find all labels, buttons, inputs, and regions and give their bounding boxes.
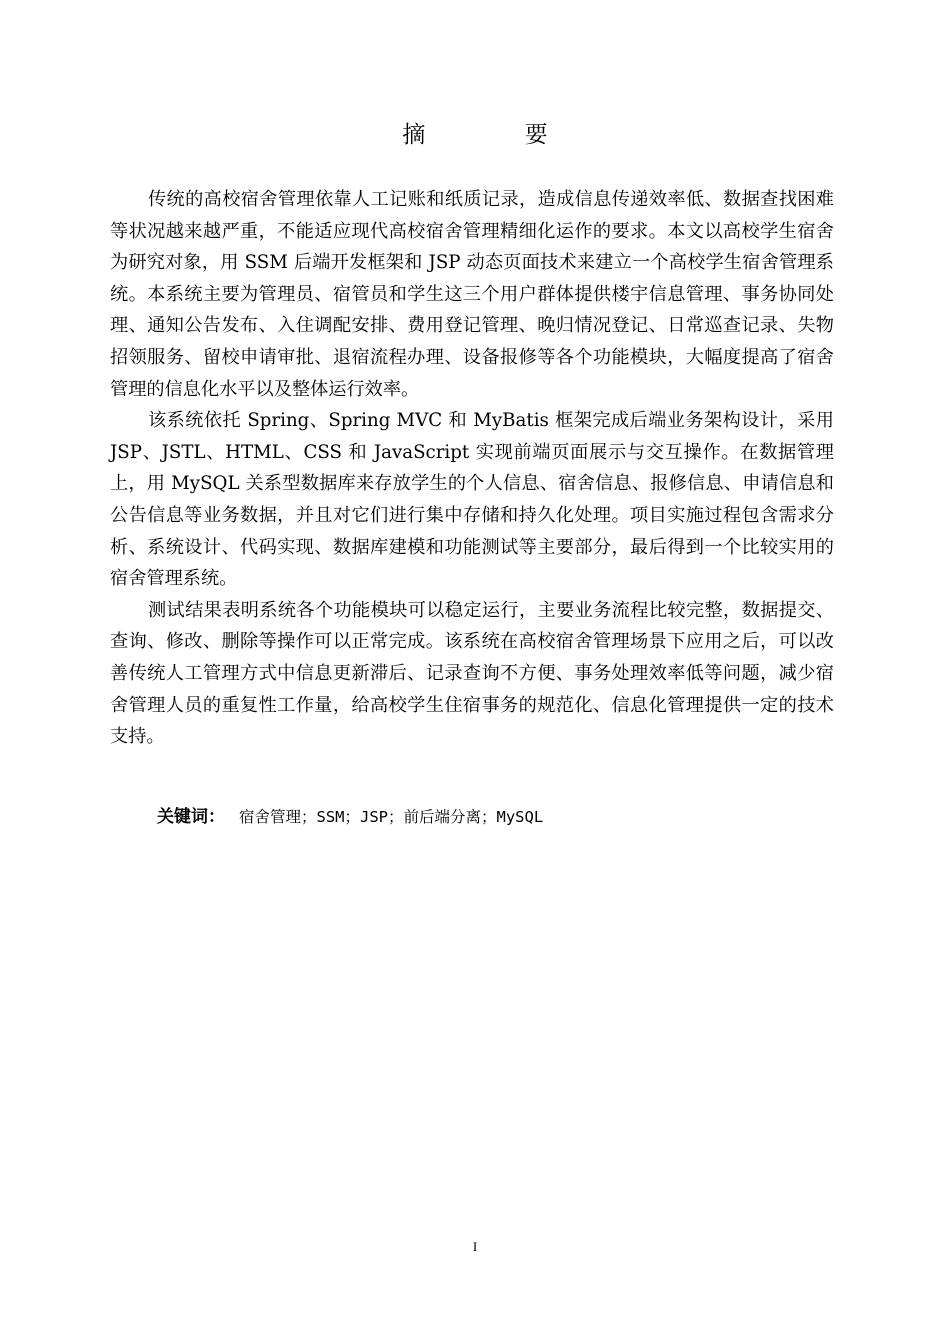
keywords-value: 宿舍管理；SSM；JSP；前后端分离；MySQL bbox=[239, 808, 544, 826]
abstract-title: 摘 要 bbox=[402, 122, 594, 148]
keywords-line bbox=[157, 802, 543, 832]
abstract-paragraph-1: 传统的高校宿舍管理依靠人工记账和纸质记录，造成信息传递效率低、数据查找困难等状况越来越严重，不能适应现代高校宿舍管理精细化运作的要求。本文以高校学生宿舍为研究对象，用 SSM 后端开发框架和 JSP 动态页面技术来建立一个高校学生宿舍管理系统。本系统主要为管理员、宿管员和学生这三个用户群体提供楼宇信息管理、事务协同处理、通知公告发布、入住调配安排、费用登记管理、晚归情况登记、日常巡查记录、失物招领服务、留校申请审批、退宿流程办理、设备报修等各个功能模块，大幅度提高了宿舍管理的信息化水平以及整体运行效率。 bbox=[110, 189, 834, 400]
keywords-label: 关键词： bbox=[157, 807, 225, 827]
abstract-paragraph-2: 该系统依托 Spring、Spring MVC 和 MyBatis 框架完成后端业务架构设计，采用 JSP、JSTL、HTML、CSS 和 JavaScript 实现前端页面展示与交互操作。在数据管理上，用 MySQL 关系型数据库来存放学生的个人信息、宿舍信息、报修信息、申请信息和公告信息等业务数据，并且对它们进行集中存储和持久化处理。项目实施过程包含需求分析、系统设计、代码实现、数据库建模和功能测试等主要部分，最后得到一个比较实用的宿舍管理系统。 bbox=[110, 410, 834, 590]
abstract-body bbox=[110, 184, 834, 753]
abstract-paragraph-3: 测试结果表明系统各个功能模块可以稳定运行，主要业务流程比较完整，数据提交、查询、修改、删除等操作可以正常完成。该系统在高校宿舍管理场景下应用之后，可以改善传统人工管理方式中信息更新滞后、记录查询不方便、事务处理效率低等问题，减少宿舍管理人员的重复性工作量，给高校学生住宿事务的规范化、信息化管理提供一定的技术支持。 bbox=[110, 599, 834, 748]
page-number: I bbox=[472, 1239, 478, 1254]
